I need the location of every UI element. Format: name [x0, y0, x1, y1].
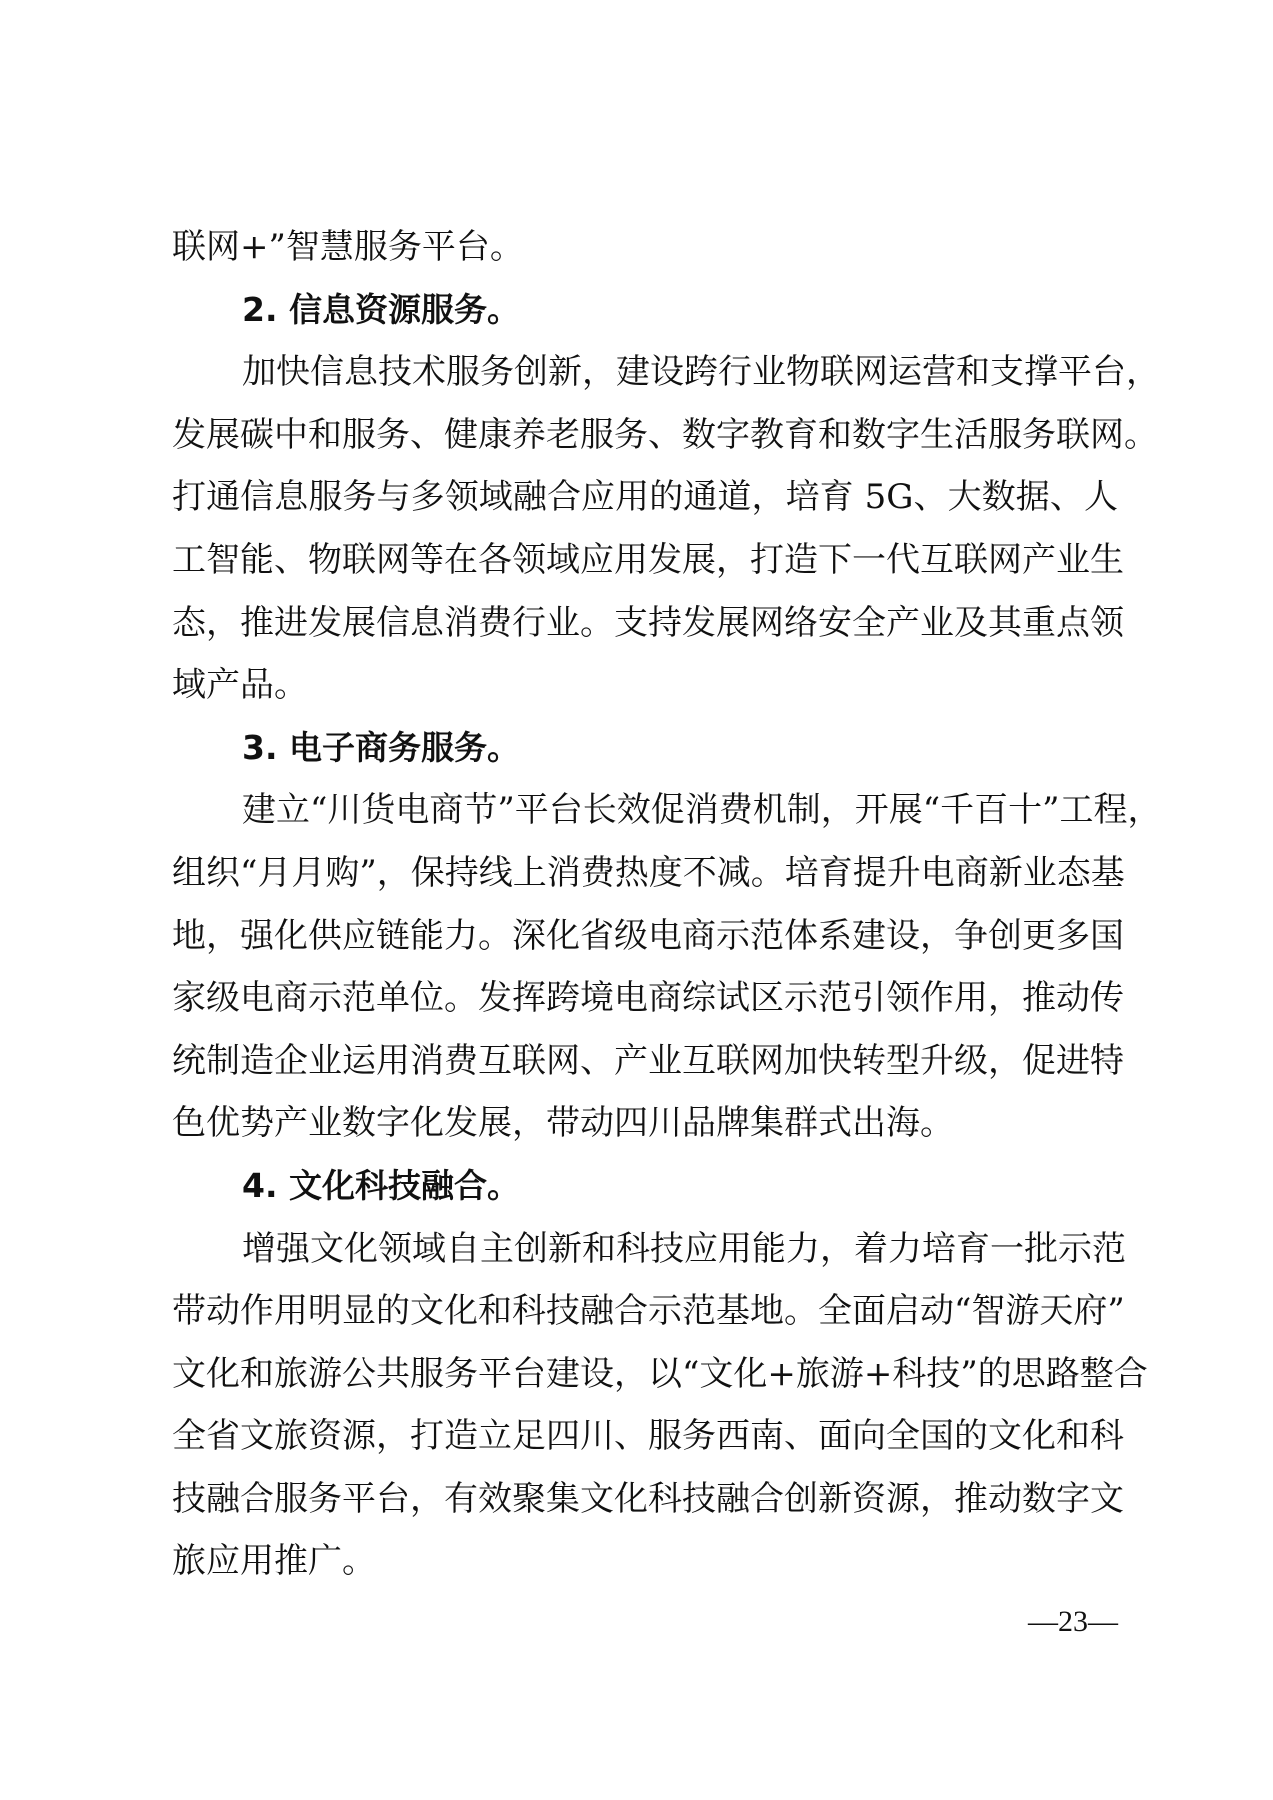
- paragraph-line: 全省文旅资源，打造立足四川、服务西南、面向全国的文化和科: [172, 1416, 1124, 1457]
- document-body: [172, 216, 1162, 1593]
- paragraph-line: 旅应用推广。: [172, 1541, 376, 1582]
- paragraph-line: 打通信息服务与多领域融合应用的通道，培育 5G、大数据、人: [172, 477, 1118, 518]
- section-heading: 2. 信息资源服务。: [242, 289, 520, 329]
- paragraph-line: 态，推进发展信息消费行业。支持发展网络安全产业及其重点领: [172, 602, 1124, 643]
- paragraph-line: 建立“川货电商节”平台长效促消费机制，开展“千百十”工程，: [242, 790, 1162, 831]
- paragraph-line: 发展碳中和服务、健康养老服务、数字教育和数字生活服务联网。: [172, 414, 1158, 455]
- paragraph-line: 技融合服务平台，有效聚集文化科技融合创新资源，推动数字文: [172, 1478, 1124, 1519]
- section-heading: 4. 文化科技融合。: [242, 1165, 520, 1205]
- paragraph-line: 统制造企业运用消费互联网、产业互联网加快转型升级，促进特: [172, 1040, 1124, 1081]
- paragraph-line: 联网+”智慧服务平台。: [172, 227, 524, 267]
- paragraph-line: 文化和旅游公共服务平台建设，以“文化+旅游+科技”的思路整合: [172, 1353, 1148, 1394]
- paragraph-line: 增强文化领域自主创新和科技应用能力，着力培育一批示范: [242, 1228, 1126, 1269]
- paragraph-line: 地，强化供应链能力。深化省级电商示范体系建设，争创更多国: [172, 915, 1124, 956]
- section-heading: 3. 电子商务服务。: [242, 727, 520, 767]
- paragraph-line: 家级电商示范单位。发挥跨境电商综试区示范引领作用，推动传: [172, 978, 1124, 1019]
- paragraph-line: 工智能、物联网等在各领域应用发展，打造下一代互联网产业生: [172, 539, 1124, 580]
- paragraph-line: 域产品。: [172, 665, 308, 706]
- paragraph-line: 组织“月月购”，保持线上消费热度不减。培育提升电商新业态基: [172, 852, 1125, 893]
- paragraph-line: 加快信息技术服务创新，建设跨行业物联网运营和支撑平台，: [242, 352, 1160, 393]
- paragraph-line: 色优势产业数字化发展，带动四川品牌集群式出海。: [172, 1103, 954, 1144]
- page-number: —23—: [1028, 1605, 1118, 1638]
- paragraph-line: 带动作用明显的文化和科技融合示范基地。全面启动“智游天府”: [172, 1291, 1125, 1332]
